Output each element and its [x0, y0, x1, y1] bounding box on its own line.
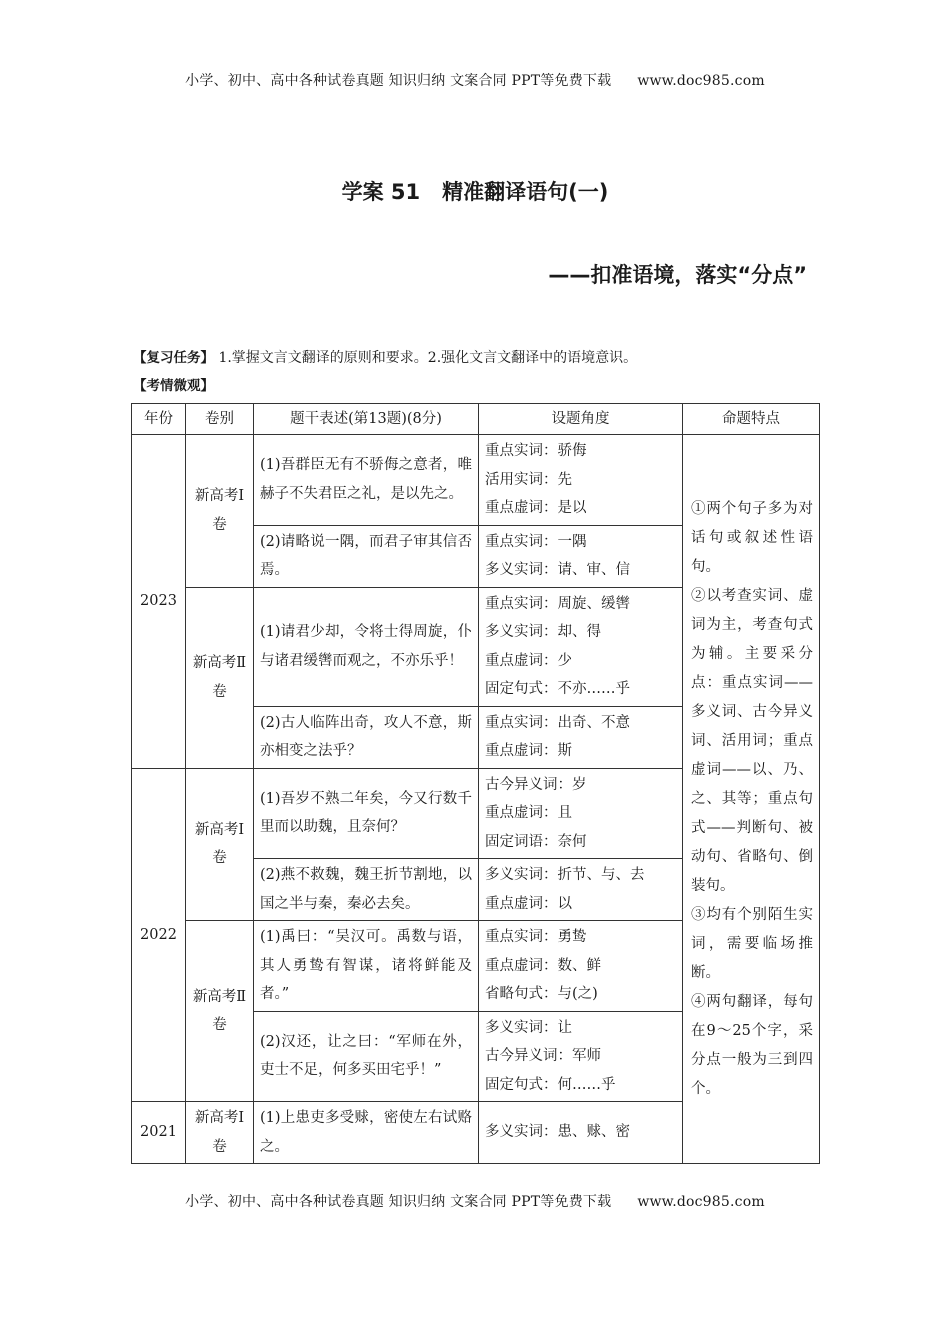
angle-cell — [479, 1011, 683, 1102]
title-label: 学案 51 — [341, 180, 421, 204]
angle-line: 多义实词：折节、与、去 — [485, 867, 645, 883]
page-header — [0, 70, 950, 90]
paper-cell: 新高考Ⅱ卷 — [186, 587, 254, 768]
year-cell: 2023 — [132, 435, 186, 769]
question-cell: (1)上患吏多受赇，密使左右试赂之。 — [254, 1102, 479, 1164]
question-cell: (1)吾群臣无有不骄侮之意者，唯赫子不失君臣之礼，是以先之。 — [254, 435, 479, 526]
angle-cell — [479, 768, 683, 859]
angle-line: 古今异义词：岁 — [485, 776, 587, 793]
section-heading — [133, 374, 214, 394]
paper-cell: 新高考Ⅰ卷 — [186, 1102, 254, 1164]
review-task — [133, 346, 833, 367]
task-text: 1.掌握文言文翻译的原则和要求。2.强化文言文翻译中的语境意识。 — [218, 350, 638, 366]
angle-cell — [479, 435, 683, 526]
angle-line: 重点虚词：是以 — [485, 500, 587, 516]
question-cell: (2)燕不救魏，魏王折节割地，以国之半与秦，秦必去矣。 — [254, 859, 479, 921]
angle-line: 重点虚词：且 — [485, 805, 572, 821]
angle-line: 固定词语：奈何 — [485, 833, 587, 850]
question-cell: (2)汉还，让之曰：“军师在外，吏士不足，何多买田宅乎！” — [254, 1011, 479, 1102]
angle-line: 固定句式：不亦……乎 — [485, 681, 630, 697]
feature-item: ①两个句子多为对话句或叙述性语句。 — [691, 500, 813, 575]
table-row — [132, 435, 820, 526]
angle-line: 重点实词：周旋、缓辔 — [485, 595, 630, 612]
section-label: 【考情微观】 — [133, 378, 214, 394]
page-subtitle: ——扣准语境，落实“分点” — [548, 263, 807, 287]
angle-line: 多义实词：患、赇、密 — [485, 1124, 630, 1141]
header-paper: 卷别 — [186, 404, 254, 435]
paper-cell: 新高考Ⅰ卷 — [186, 435, 254, 588]
exam-table — [131, 403, 820, 1164]
angle-line: 重点实词：骄侮 — [485, 443, 587, 459]
header-year: 年份 — [132, 404, 186, 435]
angle-line: 重点虚词：斯 — [485, 743, 572, 759]
question-cell: (2)古人临阵出奇，攻人不意，斯亦相变之法乎？ — [254, 706, 479, 768]
angle-line: 多义实词：请、审、信 — [485, 562, 630, 578]
angle-line: 省略句式：与(之) — [485, 986, 598, 1002]
angle-cell — [479, 1102, 683, 1164]
paper-cell: 新高考Ⅱ卷 — [186, 921, 254, 1102]
header-angle: 设题角度 — [479, 404, 683, 435]
angle-cell — [479, 525, 683, 587]
year-cell: 2021 — [132, 1102, 186, 1164]
footer-left-text: 小学、初中、高中各种试卷真题 知识归纳 文案合同 PPT等免费下载 — [185, 1194, 612, 1210]
task-label: 【复习任务】 — [133, 350, 214, 366]
title-text: 精准翻译语句(一) — [442, 180, 609, 204]
paper-cell: 新高考Ⅰ卷 — [186, 768, 254, 921]
angle-line: 活用实词：先 — [485, 471, 572, 488]
header-features: 命题特点 — [683, 404, 820, 435]
question-cell: (1)请君少却，令将士得周旋，仆与诸君缓辔而观之，不亦乐乎！ — [254, 587, 479, 706]
year-cell: 2022 — [132, 768, 186, 1102]
header-url[interactable]: www.doc985.com — [637, 73, 765, 89]
angle-line: 重点实词：一隅 — [485, 533, 587, 550]
angle-line: 固定句式：何……乎 — [485, 1076, 616, 1093]
question-cell: (2)请略说一隅，而君子审其信否焉。 — [254, 525, 479, 587]
header-left-text: 小学、初中、高中各种试卷真题 知识归纳 文案合同 PPT等免费下载 — [185, 73, 612, 89]
question-cell: (1)吾岁不熟二年矣，今又行数千里而以助魏，且奈何？ — [254, 768, 479, 859]
angle-line: 重点实词：勇鸷 — [485, 929, 587, 945]
table-header-row — [132, 404, 820, 435]
angle-line: 多义实词：却、得 — [485, 624, 601, 640]
features-cell — [683, 435, 820, 1164]
angle-line: 重点虚词：少 — [485, 652, 572, 669]
angle-cell — [479, 706, 683, 768]
page-title — [0, 176, 950, 206]
angle-cell — [479, 921, 683, 1012]
question-cell: (1)禹曰：“吴汉可。禹数与语，其人勇鸷有智谋，诸将鲜能及者。” — [254, 921, 479, 1012]
header-question: 题干表述(第13题)(8分) — [254, 404, 479, 435]
feature-item: ②以考查实词、虚词为主，考查句式为辅。主要采分点：重点实词——多义词、古今异义词、活用词；重点虚词——以、乃、之、其等；重点句式——判断句、被动句、省略句、倒装句。 — [691, 587, 813, 894]
angle-line: 多义实词：让 — [485, 1019, 572, 1036]
angle-line: 古今异义词：军师 — [485, 1048, 601, 1064]
footer-url[interactable]: www.doc985.com — [637, 1194, 765, 1210]
angle-cell — [479, 859, 683, 921]
angle-line: 重点实词：出奇、不意 — [485, 714, 630, 731]
page-footer — [0, 1191, 950, 1211]
feature-item: ③均有个别陌生实词，需要临场推断。 — [691, 906, 813, 981]
feature-item: ④两句翻译，每句在9～25个字，采分点一般为三到四个。 — [691, 993, 813, 1097]
angle-line: 重点虚词：数、鲜 — [485, 957, 601, 974]
angle-line: 重点虚词：以 — [485, 895, 572, 912]
angle-cell — [479, 587, 683, 706]
